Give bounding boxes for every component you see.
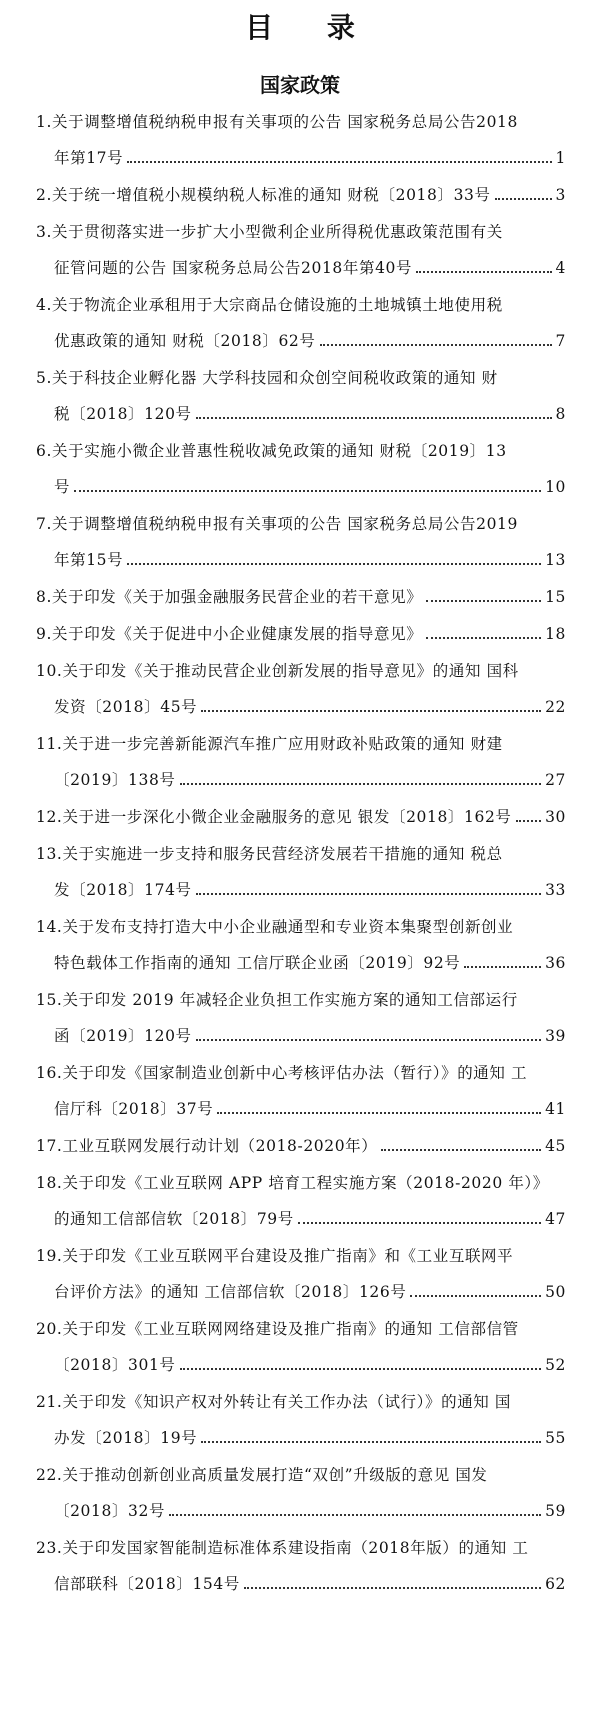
dot-leader — [196, 1038, 541, 1041]
dot-leader — [298, 1221, 541, 1224]
dot-leader — [426, 599, 541, 602]
page-number: 1 — [555, 149, 566, 167]
toc-entry-title-cont: 发资〔2018〕45号 — [54, 698, 198, 716]
toc-entry-title: 15.关于印发 2019 年减轻企业负担工作实施方案的通知工信部运行 — [36, 991, 518, 1009]
page-number: 15 — [545, 588, 566, 606]
dot-leader — [416, 270, 551, 273]
toc-entry-row — [36, 579, 566, 615]
toc-entry-title-cont: 年第17号 — [54, 149, 124, 167]
toc-entry-title: 10.关于印发《关于推动民营企业创新发展的指导意见》的通知 国科 — [36, 662, 519, 680]
toc-entry-title: 6.关于实施小微企业普惠性税收减免政策的通知 财税〔2019〕13 — [36, 442, 507, 460]
dot-leader — [410, 1294, 541, 1297]
dot-leader — [464, 965, 541, 968]
page-number: 47 — [545, 1210, 566, 1228]
page-number: 30 — [545, 808, 566, 826]
toc-entry-title-cont: 号 — [54, 478, 71, 496]
toc-entry[interactable] — [36, 1530, 566, 1603]
toc-entry[interactable] — [36, 1457, 566, 1530]
page-number: 39 — [545, 1027, 566, 1045]
toc-entry-title: 22.关于推动创新创业高质量发展打造“双创”升级版的意见 国发 — [36, 1466, 488, 1484]
toc-entry-continuation — [36, 323, 566, 359]
toc-entry-title-cont: 征管问题的公告 国家税务总局公告2018年第40号 — [54, 259, 413, 277]
dot-leader — [196, 416, 552, 419]
dot-leader — [495, 197, 552, 200]
toc-entry[interactable] — [36, 909, 566, 982]
toc-entry-row — [36, 616, 566, 652]
toc-list — [36, 104, 566, 1603]
toc-entry-title-cont: 函〔2019〕120号 — [54, 1027, 192, 1045]
page-number: 18 — [545, 625, 566, 643]
dot-leader — [180, 1367, 542, 1370]
toc-entry-title-cont: 的通知工信部信软〔2018〕79号 — [54, 1210, 294, 1228]
toc-entry[interactable] — [36, 653, 566, 726]
page-number: 55 — [545, 1429, 566, 1447]
toc-entry-title-cont: 特色载体工作指南的通知 工信厅联企业函〔2019〕92号 — [54, 954, 461, 972]
toc-entry-title-cont: 办发〔2018〕19号 — [54, 1429, 198, 1447]
dot-leader — [217, 1111, 541, 1114]
toc-entry[interactable] — [36, 360, 566, 433]
page-number: 36 — [545, 954, 566, 972]
toc-entry-title-cont: 信部联科〔2018〕154号 — [54, 1575, 240, 1593]
toc-entry[interactable] — [36, 1238, 566, 1311]
toc-entry-title: 19.关于印发《工业互联网平台建设及推广指南》和《工业互联网平 — [36, 1247, 514, 1265]
toc-entry-title: 11.关于进一步完善新能源汽车推广应用财政补贴政策的通知 财建 — [36, 735, 503, 753]
page-number: 13 — [545, 551, 566, 569]
toc-entry-continuation — [36, 469, 566, 505]
toc-entry-continuation — [36, 762, 566, 798]
toc-entry-title: 3.关于贯彻落实进一步扩大小型微利企业所得税优惠政策范围有关 — [36, 223, 503, 241]
toc-entry[interactable] — [36, 1311, 566, 1384]
page-number: 3 — [555, 186, 566, 204]
toc-entry[interactable] — [36, 1128, 566, 1165]
dot-leader — [180, 782, 542, 785]
toc-entry-row — [36, 177, 566, 213]
toc-entry-continuation — [36, 1347, 566, 1383]
dot-leader — [169, 1513, 541, 1516]
toc-entry-title-cont: 发〔2018〕174号 — [54, 881, 192, 899]
toc-entry-title: 2.关于统一增值税小规模纳税人标准的通知 财税〔2018〕33号 — [36, 186, 491, 204]
toc-entry-title: 17.工业互联网发展行动计划（2018-2020年） — [36, 1137, 378, 1155]
dot-leader — [127, 160, 551, 163]
toc-entry-title: 5.关于科技企业孵化器 大学科技园和众创空间税收政策的通知 财 — [36, 369, 498, 387]
toc-entry[interactable] — [36, 287, 566, 360]
page-number: 62 — [545, 1575, 566, 1593]
page-number: 41 — [545, 1100, 566, 1118]
toc-entry-row — [36, 1128, 566, 1164]
toc-entry-title-cont: 台评价方法》的通知 工信部信软〔2018〕126号 — [54, 1283, 407, 1301]
toc-entry-title: 18.关于印发《工业互联网 APP 培育工程实施方案（2018-2020 年）》 — [36, 1174, 549, 1192]
toc-entry-title-cont: 〔2018〕32号 — [54, 1502, 166, 1520]
toc-entry-title: 13.关于实施进一步支持和服务民营经济发展若干措施的通知 税总 — [36, 845, 503, 863]
toc-entry[interactable] — [36, 982, 566, 1055]
toc-entry[interactable] — [36, 104, 566, 177]
toc-entry[interactable] — [36, 177, 566, 214]
section-heading: 国家政策 — [260, 73, 340, 97]
page-number: 33 — [545, 881, 566, 899]
toc-entry-continuation — [36, 1018, 566, 1054]
page-number: 59 — [545, 1502, 566, 1520]
toc-entry-continuation — [36, 250, 566, 286]
toc-entry-continuation — [36, 542, 566, 578]
toc-entry-title-cont: 〔2019〕138号 — [54, 771, 176, 789]
toc-entry-title: 4.关于物流企业承租用于大宗商品仓储设施的土地城镇土地使用税 — [36, 296, 503, 314]
toc-entry-continuation — [36, 1091, 566, 1127]
page-number: 50 — [545, 1283, 566, 1301]
page-number: 8 — [555, 405, 566, 423]
toc-entry-continuation — [36, 140, 566, 176]
toc-entry-continuation — [36, 1566, 566, 1602]
dot-leader — [381, 1148, 541, 1151]
toc-entry-title: 1.关于调整增值税纳税申报有关事项的公告 国家税务总局公告2018 — [36, 113, 518, 131]
toc-entry-continuation — [36, 945, 566, 981]
toc-entry-title: 7.关于调整增值税纳税申报有关事项的公告 国家税务总局公告2019 — [36, 515, 518, 533]
toc-entry-title-cont: 〔2018〕301号 — [54, 1356, 176, 1374]
toc-entry-continuation — [36, 1420, 566, 1456]
toc-entry-continuation — [36, 1274, 566, 1310]
toc-entry-title: 9.关于印发《关于促进中小企业健康发展的指导意见》 — [36, 625, 423, 643]
page-number: 22 — [545, 698, 566, 716]
toc-entry-continuation — [36, 872, 566, 908]
toc-entry-title-cont: 优惠政策的通知 财税〔2018〕62号 — [54, 332, 316, 350]
toc-entry-row — [36, 799, 566, 835]
dot-leader — [201, 1440, 541, 1443]
toc-entry[interactable] — [36, 799, 566, 836]
toc-entry[interactable] — [36, 214, 566, 287]
toc-entry[interactable] — [36, 506, 566, 579]
toc-entry-title: 20.关于印发《工业互联网网络建设及推广指南》的通知 工信部信管 — [36, 1320, 519, 1338]
page-number: 27 — [545, 771, 566, 789]
toc-entry-title: 21.关于印发《知识产权对外转让有关工作办法（试行）》的通知 国 — [36, 1393, 512, 1411]
dot-leader — [244, 1586, 541, 1589]
toc-entry[interactable] — [36, 433, 566, 506]
page-number: 10 — [545, 478, 566, 496]
toc-entry-title: 14.关于发布支持打造大中小企业融通型和专业资本集聚型创新创业 — [36, 918, 514, 936]
toc-entry-title: 12.关于进一步深化小微企业金融服务的意见 银发〔2018〕162号 — [36, 808, 512, 826]
toc-entry-continuation — [36, 396, 566, 432]
toc-entry[interactable] — [36, 836, 566, 909]
page-number: 52 — [545, 1356, 566, 1374]
toc-entry-title: 8.关于印发《关于加强金融服务民营企业的若干意见》 — [36, 588, 423, 606]
dot-leader — [127, 562, 541, 565]
toc-entry-title: 23.关于印发国家智能制造标准体系建设指南（2018年版）的通知 工 — [36, 1539, 529, 1557]
toc-entry[interactable] — [36, 616, 566, 653]
toc-entry-title: 16.关于印发《国家制造业创新中心考核评估办法（暂行）》的通知 工 — [36, 1064, 528, 1082]
toc-entry-continuation — [36, 1201, 566, 1237]
page-title: 目 录 — [245, 11, 377, 44]
toc-entry[interactable] — [36, 726, 566, 799]
toc-entry-title-cont: 信厅科〔2018〕37号 — [54, 1100, 214, 1118]
dot-leader — [74, 489, 541, 492]
toc-entry[interactable] — [36, 1384, 566, 1457]
toc-entry-continuation — [36, 1493, 566, 1529]
toc-entry-continuation — [36, 689, 566, 725]
dot-leader — [320, 343, 552, 346]
page-number: 7 — [555, 332, 566, 350]
toc-entry-title-cont: 税〔2018〕120号 — [54, 405, 192, 423]
page-number: 45 — [545, 1137, 566, 1155]
toc-entry[interactable] — [36, 579, 566, 616]
page-number: 4 — [555, 259, 566, 277]
dot-leader — [516, 819, 542, 822]
dot-leader — [426, 636, 541, 639]
toc-entry-title-cont: 年第15号 — [54, 551, 124, 569]
toc-entry[interactable] — [36, 1055, 566, 1128]
dot-leader — [196, 892, 541, 895]
dot-leader — [201, 709, 541, 712]
toc-entry[interactable] — [36, 1165, 566, 1238]
